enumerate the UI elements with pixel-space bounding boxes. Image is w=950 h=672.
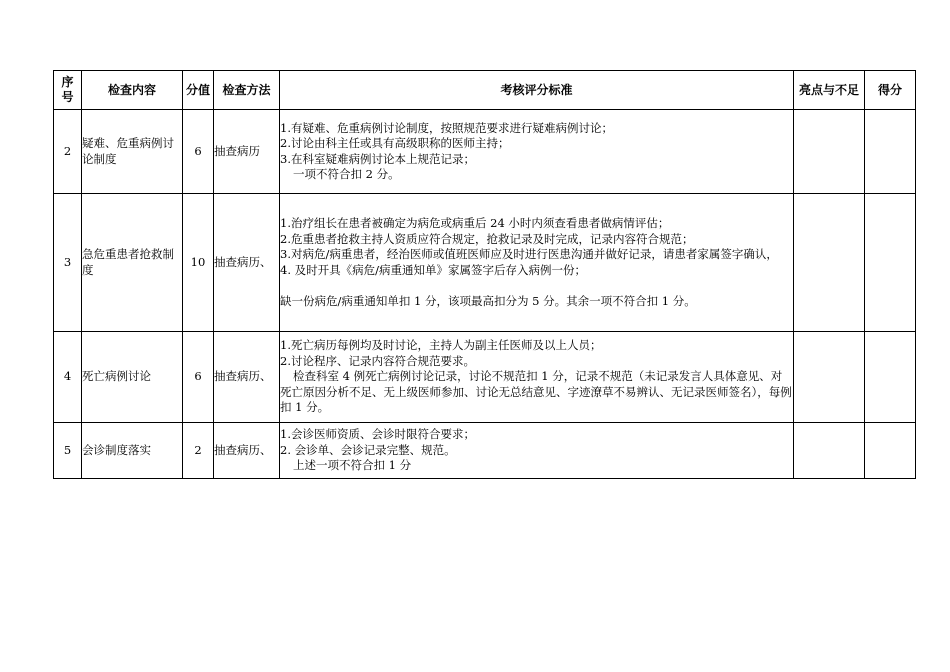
row-criteria [280,110,794,194]
row-seq: 4 [54,332,82,423]
header-points: 得分 [865,71,916,110]
row-seq: 3 [54,194,82,332]
header-seq: 序号 [54,71,82,110]
evaluation-table [53,70,916,479]
row-highlights [794,332,865,423]
row-highlights [794,110,865,194]
row-points [865,194,916,332]
criteria-line: 2.讨论由科主任或具有高级职称的医师主持； [280,136,510,150]
criteria-summary: 上述一项不符合扣 1 分 [293,458,412,473]
header-method: 检查方法 [214,71,280,110]
row-criteria [280,194,794,332]
table-row [54,110,916,194]
row-method: 抽查病历 [214,110,280,194]
row-criteria [280,423,794,479]
row-method: 抽查病历、 [214,194,280,332]
row-seq: 2 [54,110,82,194]
table-row [54,194,916,332]
criteria-line: 3.对病危/病重患者，经治医师或值班医师应及时进行医患沟通并做好记录，请患者家属签字确认， [280,247,778,261]
row-item: 急危重患者抢救制度 [82,194,183,332]
row-points [865,110,916,194]
criteria-line: 1.会诊医师资质、会诊时限符合要求； [280,427,475,442]
row-score: 6 [183,110,214,194]
criteria-line: 1.死亡病历每例均及时讨论，主持人为副主任医师及以上人员； [280,338,602,353]
criteria-line: 4. 及时开具《病危/病重通知单》家属签字后存入病例一份； [280,262,586,277]
header-score: 分值 [183,71,214,110]
row-score: 10 [183,194,214,332]
header-criteria: 考核评分标准 [280,71,794,110]
header-highlights: 亮点与不足 [794,71,865,110]
header-row [54,71,916,110]
row-seq: 5 [54,423,82,479]
criteria-line: 2.讨论程序、记录内容符合规范要求。 [280,353,475,368]
criteria-summary: 一项不符合扣 2 分。 [293,167,400,181]
criteria-line: 1.治疗组长在患者被确定为病危或病重后 24 小时内须查看患者做病情评估； [280,216,670,230]
table-row [54,332,916,423]
row-points [865,332,916,423]
blank-line [280,278,793,294]
row-method: 抽查病历、 [214,332,280,423]
criteria-summary: 缺一份病危/病重通知单扣 1 分，该项最高扣分为 5 分。其余一项不符合扣 1 分。 [280,293,696,308]
table-row [54,423,916,479]
row-highlights [794,194,865,332]
row-highlights [794,423,865,479]
header-item: 检查内容 [82,71,183,110]
criteria-line: 2. 会诊单、会诊记录完整、规范。 [280,442,456,457]
row-item: 疑难、危重病例讨论制度 [82,110,183,194]
row-item: 死亡病例讨论 [82,332,183,423]
row-item: 会诊制度落实 [82,423,183,479]
row-method: 抽查病历、 [214,423,280,479]
criteria-summary: 检查科室 4 例死亡病例讨论记录，讨论不规范扣 1 分，记录不规范（未记录发言人具体意见、对死亡原因分析不足、无上级医师参加、讨论无总结意见、字迹潦草不易辨认、无记录医师签名），每例扣 1 分。 [280,369,792,415]
row-score: 2 [183,423,214,479]
row-score: 6 [183,332,214,423]
criteria-line: 3.在科室疑难病例讨论本上规范记录； [280,151,475,166]
row-criteria [280,332,794,423]
row-points [865,423,916,479]
criteria-line: 1.有疑难、危重病例讨论制度，按照规范要求进行疑难病例讨论； [280,120,613,135]
criteria-line: 2.危重患者抢救主持人资质应符合规定，抢救记录及时完成，记录内容符合规范； [280,231,694,246]
